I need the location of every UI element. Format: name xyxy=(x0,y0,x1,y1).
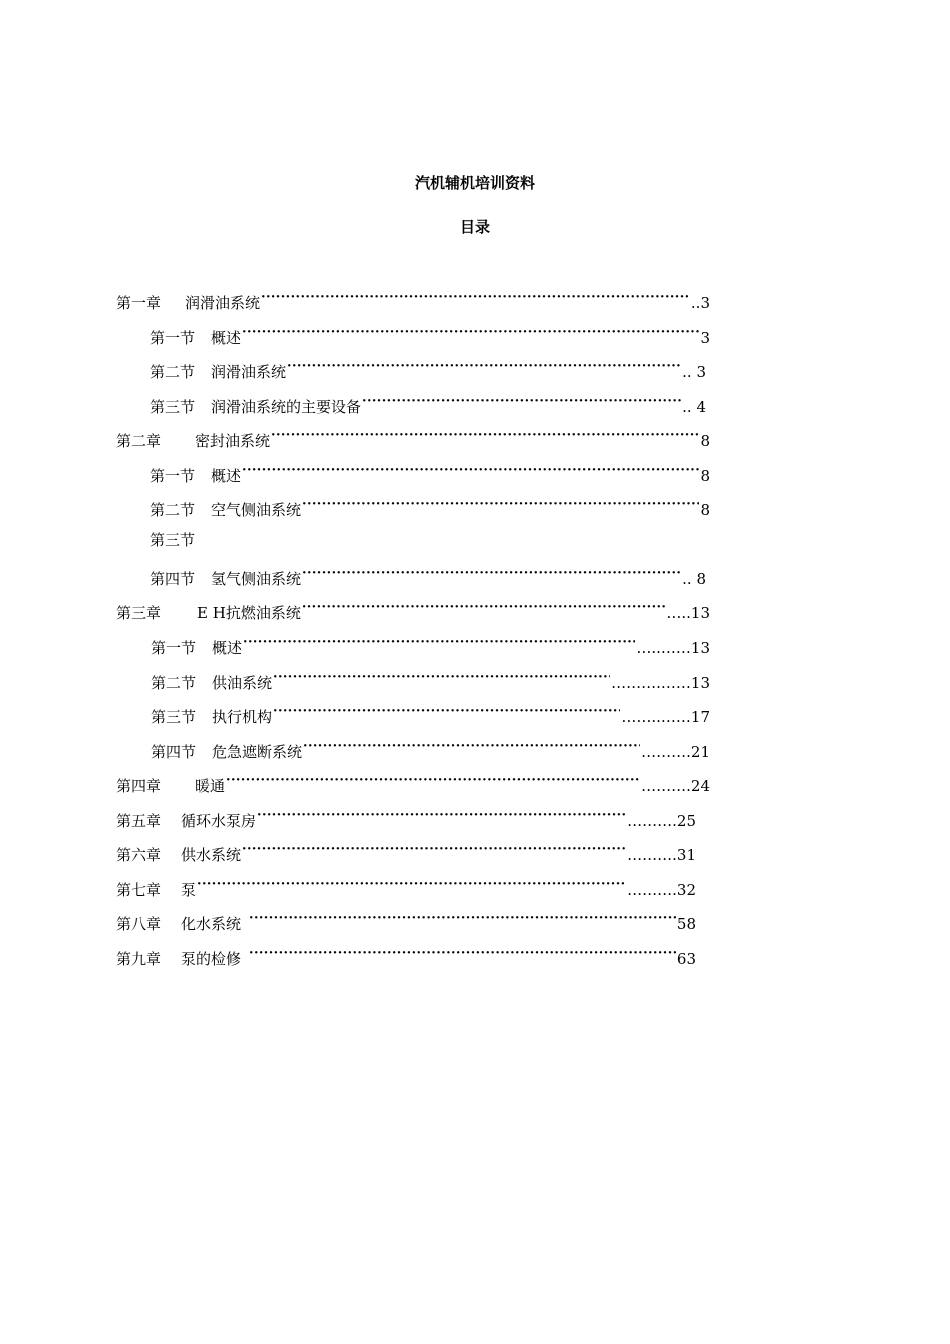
toc-entry-title: 供水系统 xyxy=(181,846,242,864)
toc-leader-dots xyxy=(249,909,676,929)
toc-entry-page: ……….25 xyxy=(627,812,696,830)
toc-entry[interactable] xyxy=(150,357,706,381)
toc-entry[interactable] xyxy=(150,564,706,588)
toc-entry-page: …..13 xyxy=(666,604,710,622)
toc-entry-page: ……….……13 xyxy=(611,674,710,692)
document-title: 汽机辅机培训资料 xyxy=(414,174,535,192)
toc-entry[interactable] xyxy=(150,530,350,550)
toc-entry-number: 第一节 xyxy=(151,639,197,657)
toc-leader-dots xyxy=(249,944,676,964)
toc-entry-title: 执行机构 xyxy=(212,708,273,726)
toc-entry[interactable] xyxy=(151,633,710,657)
toc-entry-page: ……….24 xyxy=(641,777,710,795)
toc-entry-title: 化水系统 xyxy=(181,915,242,933)
toc-entry[interactable] xyxy=(150,495,710,519)
toc-entry-number: 第四节 xyxy=(150,570,196,588)
toc-entry[interactable] xyxy=(151,668,710,692)
toc-entry-number: 第五章 xyxy=(116,812,162,830)
toc-leader-dots xyxy=(271,426,699,446)
toc-entry-title: 泵 xyxy=(181,881,197,899)
toc-entry-number: 第二章 xyxy=(116,432,162,450)
toc-leader-dots xyxy=(302,564,681,584)
toc-entry-page: ……….31 xyxy=(627,846,696,864)
toc-entry-page: 63 xyxy=(676,950,696,968)
toc-entry-title: 暖通 xyxy=(195,777,226,795)
toc-leader-dots xyxy=(302,598,666,618)
toc-entry-page: .. 8 xyxy=(682,570,706,588)
toc-leader-dots xyxy=(273,702,620,722)
toc-entry-page: 58 xyxy=(676,915,696,933)
toc-entry-title: 概述 xyxy=(211,329,242,347)
toc-entry-title: E H抗燃油系统 xyxy=(197,604,301,622)
toc-leader-dots xyxy=(257,806,626,826)
toc-entry-title: 供油系统 xyxy=(212,674,273,692)
toc-entry-number: 第四节 xyxy=(151,743,197,761)
toc-entry-title: 概述 xyxy=(212,639,243,657)
toc-entry-number: 第二节 xyxy=(150,501,196,519)
toc-leader-dots xyxy=(273,668,610,688)
toc-entry-page: 8 xyxy=(700,501,710,519)
toc-entry-title: 润滑油系统的主要设备 xyxy=(211,398,362,416)
toc-entry[interactable] xyxy=(116,944,696,968)
toc-entry[interactable] xyxy=(116,598,710,622)
toc-entry[interactable] xyxy=(116,426,710,450)
toc-entry-number: 第三节 xyxy=(150,398,196,416)
toc-entry-title: 循环水泵房 xyxy=(181,812,257,830)
toc-entry-page: .. 4 xyxy=(682,398,706,416)
toc-entry-page: ……..……17 xyxy=(621,708,710,726)
toc-leader-dots xyxy=(242,323,699,343)
toc-entry-page: 8 xyxy=(700,432,710,450)
toc-leader-dots xyxy=(197,875,626,895)
toc-entry-number: 第二节 xyxy=(150,363,196,381)
toc-entry[interactable] xyxy=(116,288,710,312)
toc-entry-page: .. 3 xyxy=(682,363,706,381)
toc-entry-number: 第二节 xyxy=(151,674,197,692)
toc-entry[interactable] xyxy=(116,806,696,830)
toc-entry[interactable] xyxy=(151,737,710,761)
toc-entry[interactable] xyxy=(116,909,696,933)
toc-entry[interactable] xyxy=(150,323,710,347)
toc-entry-title: 泵的检修 xyxy=(181,950,242,968)
toc-leader-dots xyxy=(303,737,640,757)
toc-entry-title: 润滑油系统 xyxy=(211,363,287,381)
toc-entry[interactable] xyxy=(116,875,696,899)
toc-entry-page: ……….21 xyxy=(641,743,710,761)
toc-entry-number: 第一章 xyxy=(116,294,162,312)
toc-entry-title: 概述 xyxy=(211,467,242,485)
toc-entry-title: 危急遮断系统 xyxy=(212,743,303,761)
toc-entry-page: ……….32 xyxy=(627,881,696,899)
toc-entry-number: 第六章 xyxy=(116,846,162,864)
toc-leader-dots xyxy=(362,392,681,412)
toc-entry-number: 第九章 xyxy=(116,950,162,968)
toc-entry-number: 第八章 xyxy=(116,915,162,933)
toc-entry-number: 第三章 xyxy=(116,604,162,622)
toc-entry[interactable] xyxy=(116,840,696,864)
toc-leader-dots xyxy=(242,461,699,481)
toc-entry-title: 空气侧油系统 xyxy=(211,501,302,519)
toc-entry-number: 第四章 xyxy=(116,777,162,795)
toc-entry-page: …..……13 xyxy=(636,639,710,657)
toc-leader-dots xyxy=(302,495,699,515)
toc-entry-number: 第三节 xyxy=(150,531,196,549)
toc-heading: 目录 xyxy=(459,218,490,236)
toc-leader-dots xyxy=(226,771,640,791)
toc-entry-page: ..3 xyxy=(690,294,710,312)
toc-entry[interactable] xyxy=(150,461,710,485)
toc-entry[interactable] xyxy=(116,771,710,795)
toc-entry-title: 润滑油系统 xyxy=(185,294,261,312)
toc-entry-title: 密封油系统 xyxy=(195,432,271,450)
toc-leader-dots xyxy=(261,288,690,308)
toc-entry[interactable] xyxy=(151,702,710,726)
toc-leader-dots xyxy=(243,633,635,653)
toc-entry-page: 3 xyxy=(700,329,710,347)
toc-leader-dots xyxy=(287,357,681,377)
toc-entry-title: 氢气侧油系统 xyxy=(211,570,302,588)
toc-entry-number: 第七章 xyxy=(116,881,162,899)
toc-entry-number: 第一节 xyxy=(150,329,196,347)
toc-entry-page: 8 xyxy=(700,467,710,485)
toc-entry[interactable] xyxy=(150,392,706,416)
toc-leader-dots xyxy=(242,840,626,860)
toc-entry-number: 第一节 xyxy=(150,467,196,485)
toc-entry-number: 第三节 xyxy=(151,708,197,726)
